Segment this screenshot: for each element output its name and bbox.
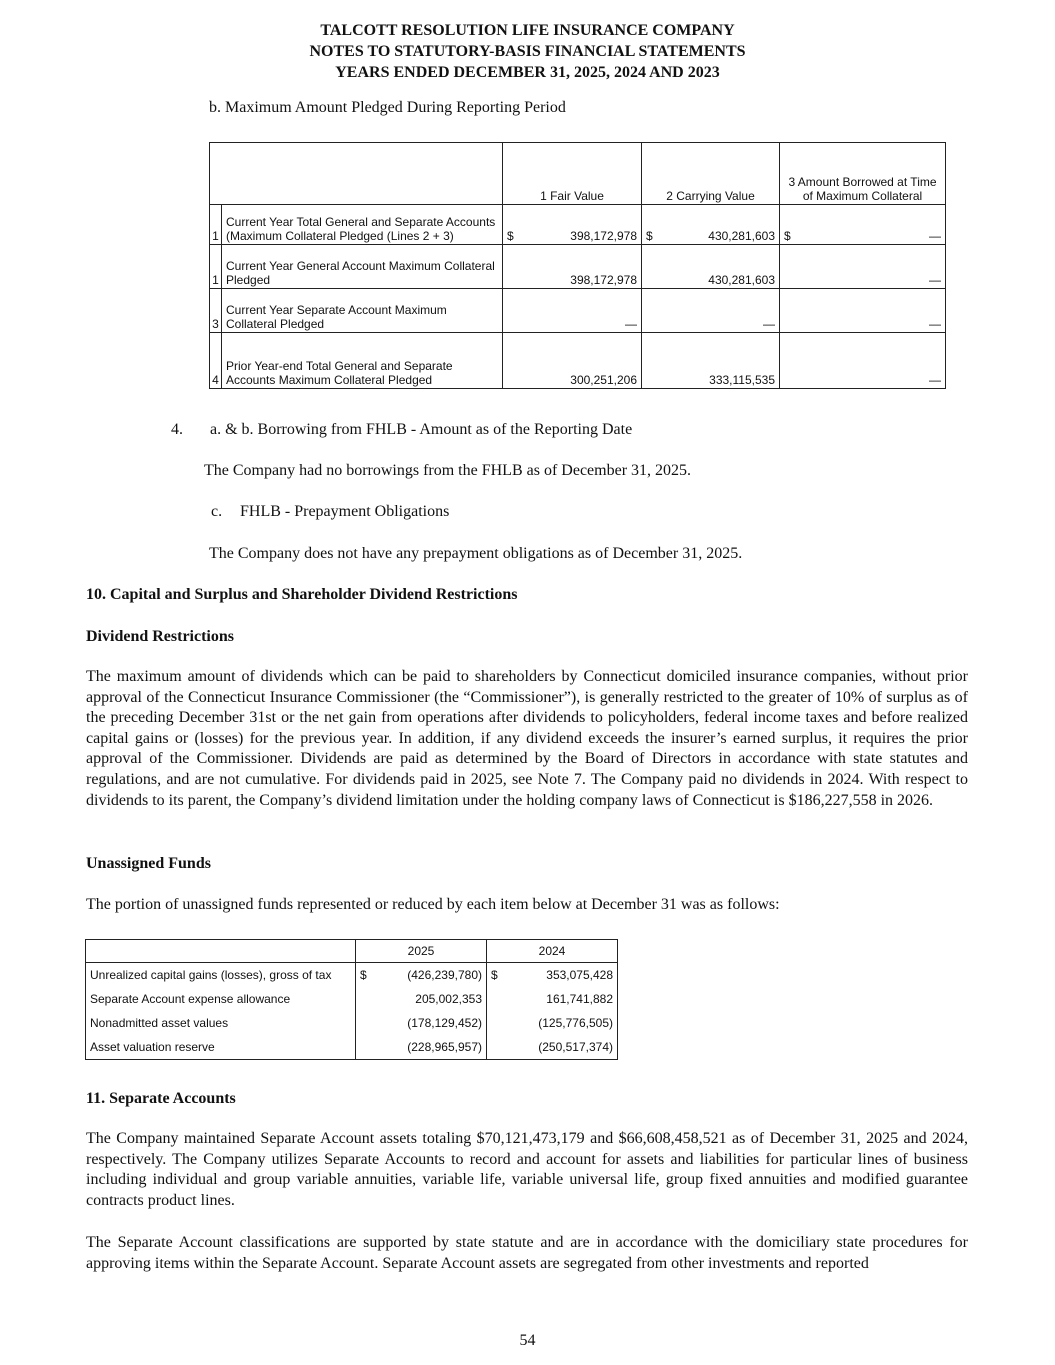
dividend-restrictions-heading: Dividend Restrictions bbox=[86, 628, 234, 645]
col-carrying-value: 2 Carrying Value bbox=[642, 143, 780, 205]
row-label: Prior Year-end Total General and Separate Accounts Maximum Collateral Pledged bbox=[222, 333, 503, 389]
fair-value: — bbox=[503, 289, 642, 333]
table-row bbox=[86, 963, 618, 988]
dividend-restrictions-text: The maximum amount of dividends which can be paid to shareholders by Connecticut domiciled insurance companies, without prior approval of the Connecticut Insurance Commissioner (the “Commissioner”), is generally restricted to the greater of 10% of surplus as of the preceding December 31st or the net gain from operations after dividends to policyholders, federal income taxes and before realized capital gains or (losses) for the previous year. In addition, if any dividend exceeds the insurer’s earned surplus, it requires the prior approval of the Commissioner. Dividends are paid as determined by the Board of Directors in accordance with state statutes and regulations, and are not cumulative. For dividends paid in 2025, see Note 7. The Company paid no dividends in 2024. With respect to dividends to its parent, the Company’s dividend limitation under the holding company laws of Connecticut is $186,227,558 in 2026. bbox=[86, 668, 968, 809]
section-b-title: b. Maximum Amount Pledged During Reporting Period bbox=[209, 99, 566, 116]
max-pledged-table bbox=[209, 142, 946, 389]
col-2024: 2024 bbox=[487, 940, 618, 963]
row-number: 4 bbox=[210, 333, 222, 389]
fair-value: 300,251,206 bbox=[503, 333, 642, 389]
row-number: 1 bbox=[210, 205, 222, 245]
dollar-sign: $ bbox=[360, 968, 367, 982]
amount-borrowed: — bbox=[780, 289, 946, 333]
value-2024-cell bbox=[487, 963, 618, 988]
row-label: Separate Account expense allowance bbox=[86, 987, 356, 1011]
table-row bbox=[210, 245, 946, 289]
table-row bbox=[86, 1035, 618, 1060]
amount-borrowed: — bbox=[929, 229, 941, 243]
header-blank-cell bbox=[86, 940, 356, 963]
table-row bbox=[210, 333, 946, 389]
dollar-sign: $ bbox=[646, 229, 653, 243]
carrying-value: — bbox=[642, 289, 780, 333]
table-row bbox=[86, 1011, 618, 1035]
carrying-value: 333,115,535 bbox=[642, 333, 780, 389]
table-row bbox=[210, 289, 946, 333]
fair-value-cell bbox=[503, 205, 642, 245]
value-2025: 205,002,353 bbox=[356, 987, 487, 1011]
value-2024: 353,075,428 bbox=[546, 968, 613, 982]
table-row bbox=[86, 987, 618, 1011]
value-2025: (178,129,452) bbox=[356, 1011, 487, 1035]
row-label: Nonadmitted asset values bbox=[86, 1011, 356, 1035]
table-row bbox=[210, 205, 946, 245]
row-label: Asset valuation reserve bbox=[86, 1035, 356, 1060]
table-header-row bbox=[210, 143, 946, 205]
table-header-row bbox=[86, 940, 618, 963]
value-2024: (250,517,374) bbox=[487, 1035, 618, 1060]
document-period: YEARS ENDED DECEMBER 31, 2025, 2024 AND 2023 bbox=[335, 64, 720, 81]
item4-number: 4. bbox=[171, 421, 183, 438]
amount-borrowed: — bbox=[780, 245, 946, 289]
row-label: Current Year Separate Account Maximum Collateral Pledged bbox=[222, 289, 503, 333]
item4c-text: The Company does not have any prepayment obligations as of December 31, 2025. bbox=[209, 545, 743, 562]
col-amount-borrowed: 3 Amount Borrowed at Time of Maximum Collateral bbox=[780, 143, 946, 205]
item4c-label: c. bbox=[211, 503, 223, 520]
value-2024: (125,776,505) bbox=[487, 1011, 618, 1035]
item4-text: The Company had no borrowings from the FHLB as of December 31, 2025. bbox=[204, 462, 692, 479]
page-number: 54 bbox=[519, 1332, 536, 1349]
document-header bbox=[0, 20, 1055, 83]
col-2025: 2025 bbox=[356, 940, 487, 963]
fair-value: 398,172,978 bbox=[503, 245, 642, 289]
unassigned-funds-text: The portion of unassigned funds represented or reduced by each item below at December 31 was as follows: bbox=[86, 896, 780, 913]
dollar-sign: $ bbox=[784, 229, 791, 243]
fair-value: 398,172,978 bbox=[570, 229, 637, 243]
carrying-value: 430,281,603 bbox=[642, 245, 780, 289]
dollar-sign: $ bbox=[507, 229, 514, 243]
col-fair-value: 1 Fair Value bbox=[503, 143, 642, 205]
row-number: 1 bbox=[210, 245, 222, 289]
amount-borrowed-cell bbox=[780, 205, 946, 245]
row-label: Unrealized capital gains (losses), gross of tax bbox=[86, 963, 356, 988]
value-2025-cell bbox=[356, 963, 487, 988]
carrying-value-cell bbox=[642, 205, 780, 245]
separate-accounts-para2: The Separate Account classifications are supported by state statute and are in accordance with the domiciliary state procedures for approving items within the Separate Account. Separate Account assets are segregated from other investments and reported bbox=[86, 1234, 968, 1272]
unassigned-funds-heading: Unassigned Funds bbox=[86, 855, 211, 872]
value-2025: (228,965,957) bbox=[356, 1035, 487, 1060]
row-number: 3 bbox=[210, 289, 222, 333]
document-title: NOTES TO STATUTORY-BASIS FINANCIAL STATEMENTS bbox=[309, 43, 746, 60]
section10-title: 10. Capital and Surplus and Shareholder Dividend Restrictions bbox=[86, 586, 518, 603]
item4c-title: FHLB - Prepayment Obligations bbox=[240, 503, 450, 520]
section11-title: 11. Separate Accounts bbox=[86, 1090, 236, 1107]
value-2024: 161,741,882 bbox=[487, 987, 618, 1011]
amount-borrowed: — bbox=[780, 333, 946, 389]
row-label: Current Year Total General and Separate Accounts (Maximum Collateral Pledged (Lines 2 + 3) bbox=[222, 205, 503, 245]
unassigned-funds-table bbox=[85, 939, 618, 1060]
header-blank-cell bbox=[210, 143, 503, 205]
item4-title: a. & b. Borrowing from FHLB - Amount as of the Reporting Date bbox=[210, 421, 633, 438]
separate-accounts-para1: The Company maintained Separate Account assets totaling $70,121,473,179 and $66,608,458,521 as of December 31, 2025 and 2024, respectively. The Company utilizes Separate Accounts to record and account for assets and liabilities for particular lines of business including individual and group variable annuities, variable life, variable universal life, group fixed annuities and modified guarantee contracts product lines. bbox=[86, 1130, 968, 1209]
company-name: TALCOTT RESOLUTION LIFE INSURANCE COMPANY bbox=[320, 22, 735, 39]
value-2025: (426,239,780) bbox=[407, 968, 482, 982]
dollar-sign: $ bbox=[491, 968, 498, 982]
carrying-value: 430,281,603 bbox=[708, 229, 775, 243]
row-label: Current Year General Account Maximum Collateral Pledged bbox=[222, 245, 503, 289]
